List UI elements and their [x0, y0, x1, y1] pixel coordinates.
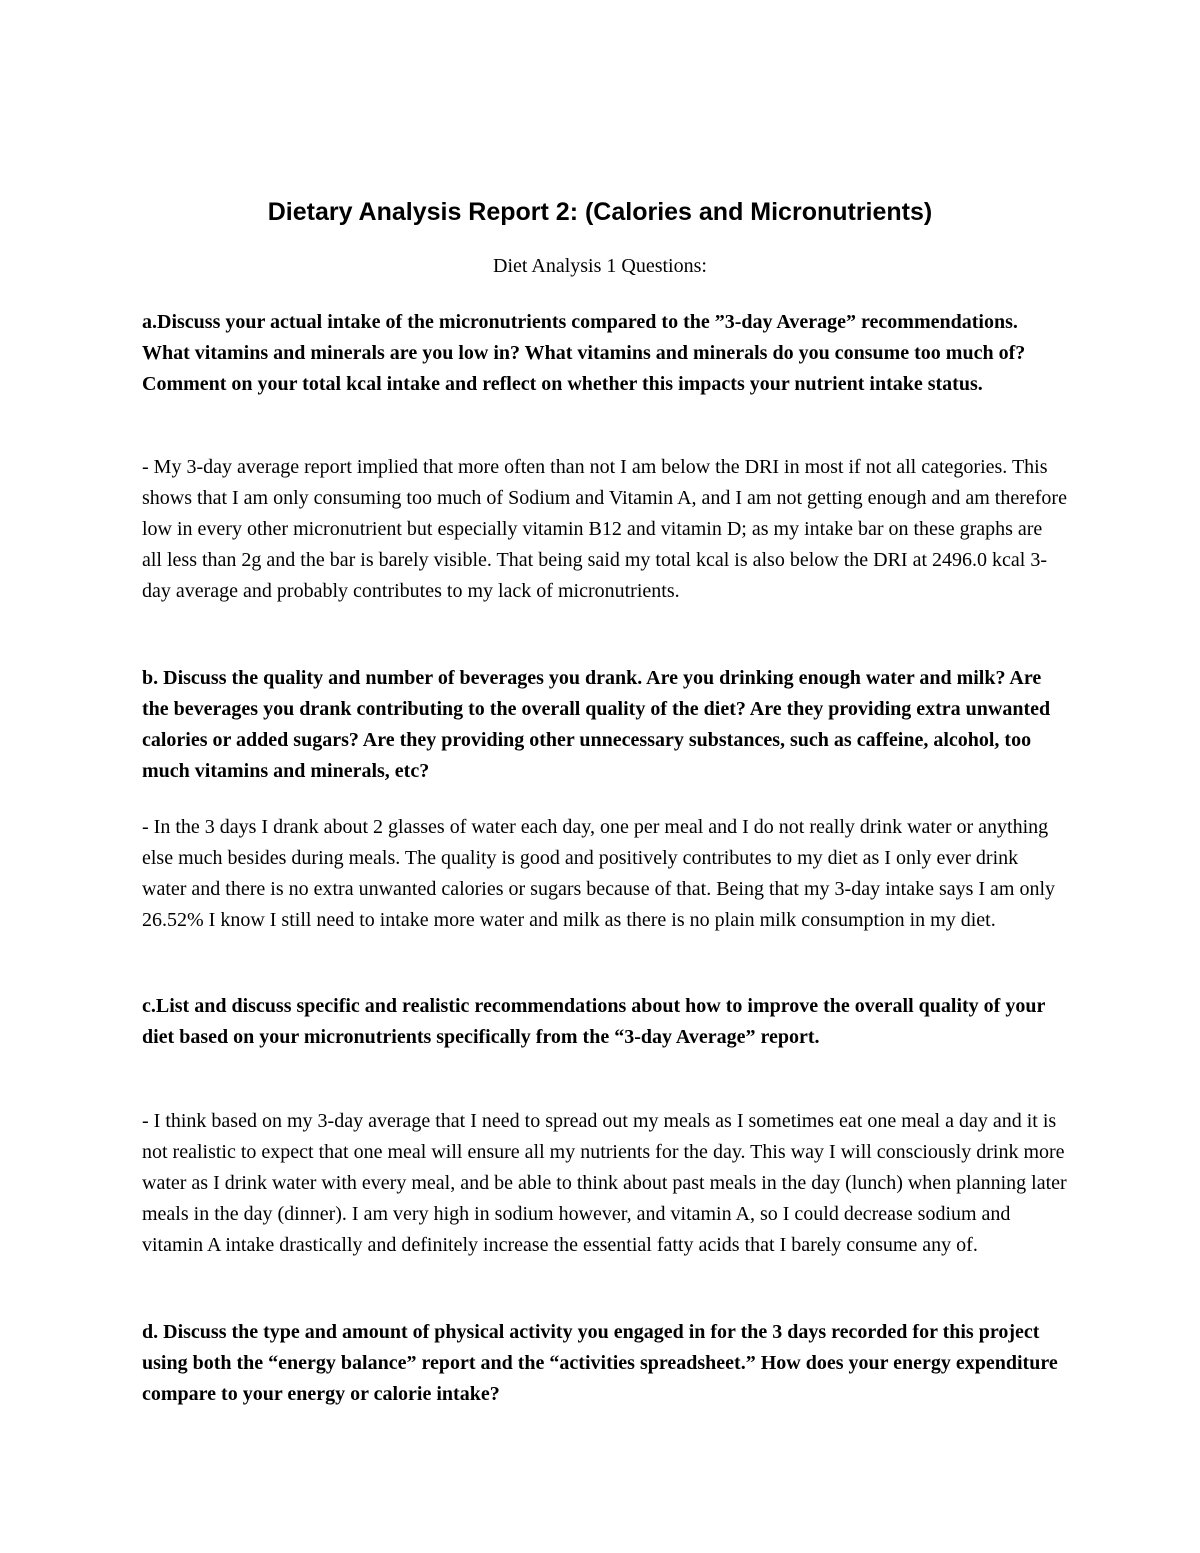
answer-c: - I think based on my 3-day average that I need to spread out my meals as I sometimes eat one meal a day and it is not realistic to expect that one meal will ensure all my nutrients for the day. This way I will consciously drink more water as I drink water with every meal, and be able to think about past meals in the day (lunch) when planning later meals in the day (dinner). I am very high in sodium however, and vitamin A, so I could decrease sodium and vitamin A intake drastically and definitely increase the essential fatty acids that I barely consume any of. [142, 1110, 1067, 1256]
answer-a: - My 3-day average report implied that more often than not I am below the DRI in most if not all categories. This shows that I am only consuming too much of Sodium and Vitamin A, and I am not getting enough and am therefore low in every other micronutrient but especially vitamin B12 and vitamin D; as my intake bar on these graphs are all less than 2g and the bar is barely visible. That being said my total kcal is also below the DRI at 2496.0 kcal 3-day average and probably contributes to my lack of micronutrients. [142, 456, 1067, 602]
page-subtitle: Diet Analysis 1 Questions: [493, 255, 707, 277]
question-d: d. Discuss the type and amount of physical activity you engaged in for the 3 days recorded for this project using both the “energy balance” report and the “activities spreadsheet.” How does your energy expenditure compare to your energy or calorie intake? [142, 1321, 1058, 1405]
question-a: a.Discuss your actual intake of the micronutrients compared to the ”3-day Average” recommendations. What vitamins and minerals are you low in? What vitamins and minerals do you consume too much of? Comment on your total kcal intake and reflect on whether this impacts your nutrient intake status. [142, 311, 1026, 395]
answer-b: - In the 3 days I drank about 2 glasses of water each day, one per meal and I do not really drink water or anything else much besides during meals. The quality is good and positively contributes to my diet as I only ever drink water and there is no extra unwanted calories or sugars because of that. Being that my 3-day intake says I am only 26.52% I know I still need to intake more water and milk as there is no plain milk consumption in my diet. [142, 816, 1056, 931]
question-b: b. Discuss the quality and number of beverages you drank. Are you drinking enough water and milk? Are the beverages you drank contributing to the overall quality of the diet? Are they providing extra unwanted calories or added sugars? Are they providing other unnecessary substances, such as caffeine, alcohol, too much vitamins and minerals, etc? [142, 667, 1051, 782]
page-title: Dietary Analysis Report 2: (Calories and Micronutrients) [267, 198, 933, 226]
question-c: c.List and discuss specific and realistic recommendations about how to improve the overall quality of your diet based on your micronutrients specifically from the “3-day Average” report. [142, 995, 1045, 1048]
